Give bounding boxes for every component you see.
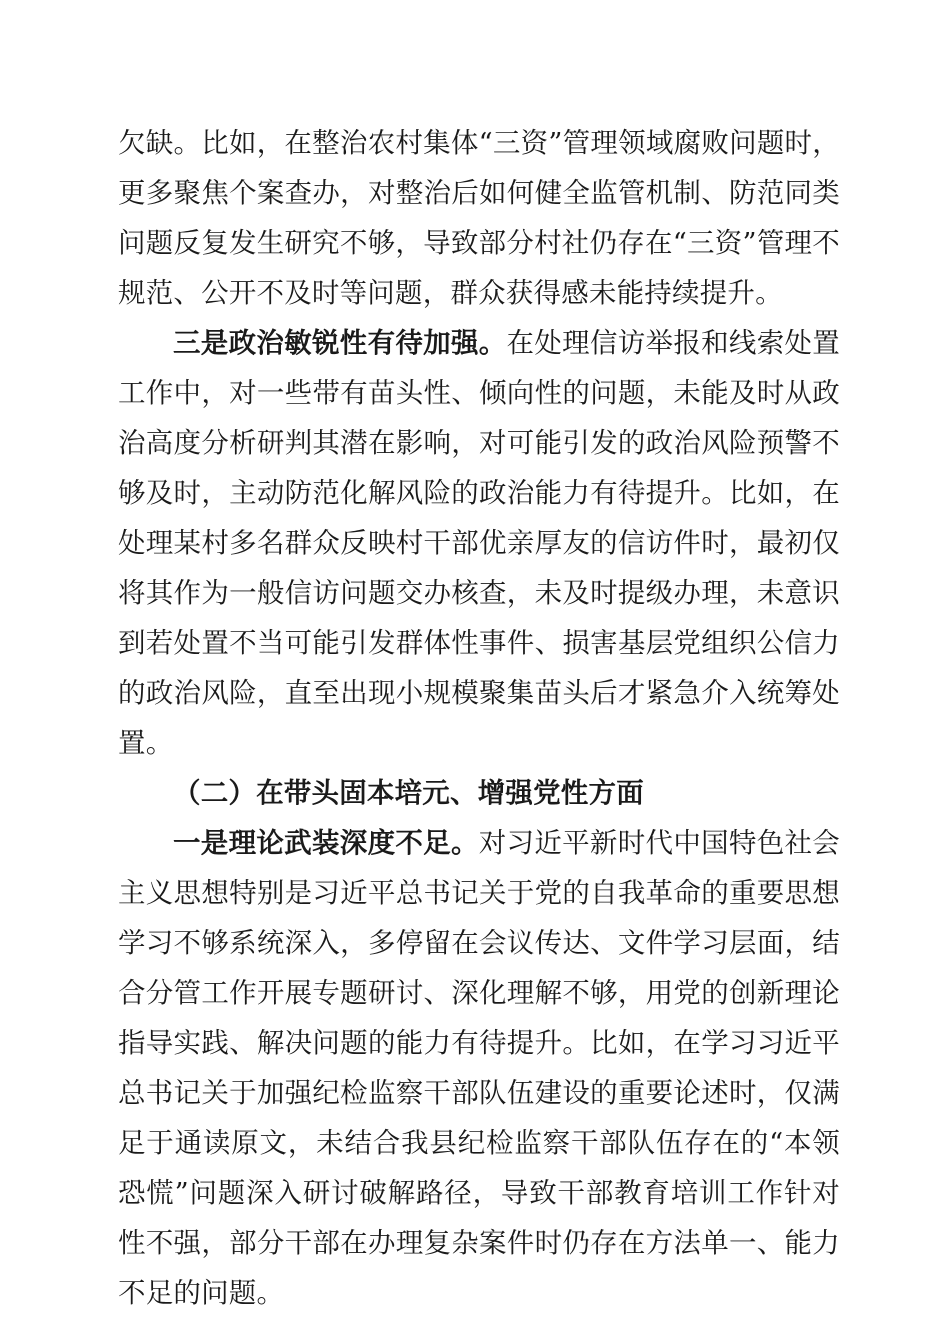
paragraph-text: 欠缺。比如，在整治农村集体“三资”管理领域腐败问题时，更多聚焦个案查办，对整治后如何健全监管机制、防范同类问题反复发生研究不够，导致部分村社仍存在“三资”管理不规范、公开不及时等问题，群众获得感未能持续提升。 [118,127,840,309]
paragraph-text: 对习近平新时代中国特色社会主义思想特别是习近平总书记关于党的自我革命的重要思想学习不够系统深入，多停留在会议传达、文件学习层面，结合分管工作开展专题研讨、深化理解不够，用党的创新理论指导实践、解决问题的能力有待提升。比如，在学习习近平总书记关于加强纪检监察干部队伍建设的重要论述时，仅满足于通读原文，未结合我县纪检监察干部队伍存在的“本领恐慌”问题深入研讨破解路径，导致干部教育培训工作针对性不强，部分干部在办理复杂案件时仍存在方法单一、能力不足的问题。 [118,827,840,1309]
paragraph-point-one [118,818,840,1318]
paragraph-text: 在处理信访举报和线索处置工作中，对一些带有苗头性、倾向性的问题，未能及时从政治高度分析研判其潜在影响，对可能引发的政治风险预警不够及时，主动防范化解风险的政治能力有待提升。比如，在处理某村多名群众反映村干部优亲厚友的信访件时，最初仅将其作为一般信访问题交办核查，未及时提级办理，未意识到若处置不当可能引发群体性事件、损害基层党组织公信力的政治风险，直至出现小规模聚集苗头后才紧急介入统筹处置。 [118,327,840,759]
document-body [118,118,840,1318]
paragraph-point-three [118,318,840,768]
section-heading-text: （二）在带头固本培元、增强党性方面 [173,777,644,809]
section-heading-two [118,768,840,818]
paragraph-lead-label: 一是理论武装深度不足。 [173,827,479,859]
paragraph-lead-label: 三是政治敏锐性有待加强。 [173,327,507,359]
paragraph-continuation [118,118,840,318]
